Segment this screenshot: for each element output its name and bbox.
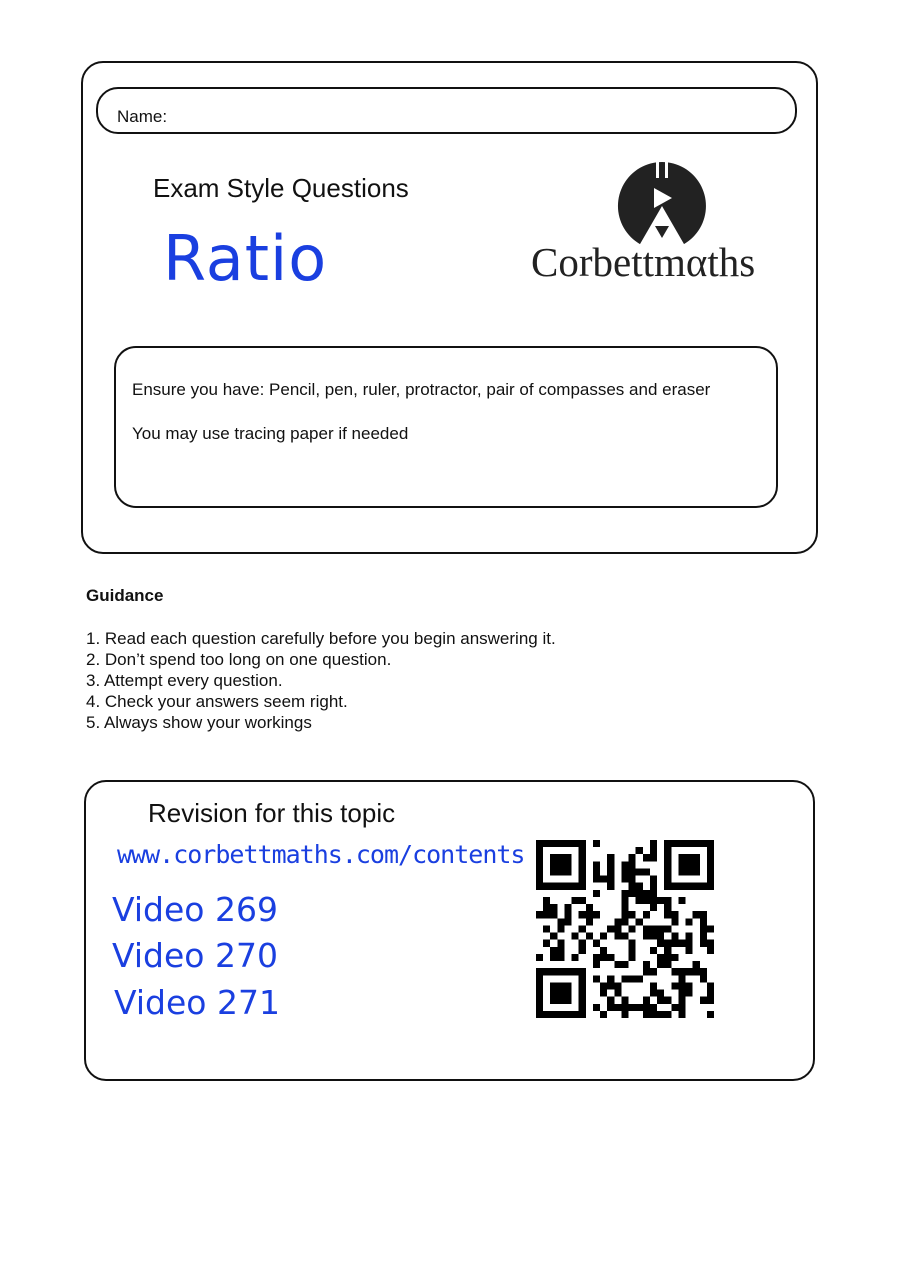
revision-title: Revision for this topic [148, 798, 396, 828]
video-link[interactable]: Video 271 [114, 983, 280, 1022]
revision-link[interactable]: www.corbettmaths.com/contents [117, 840, 525, 869]
guidance-item: 4. Check your answers seem right. [86, 692, 348, 711]
guidance-item: 1. Read each question carefully before you begin answering it. [86, 629, 556, 648]
guidance-heading: Guidance [86, 586, 164, 605]
brand-name: Corbettmαths [531, 239, 756, 285]
name-label: Name: [117, 107, 168, 126]
video-link[interactable]: Video 269 [112, 890, 278, 929]
qr-code-icon[interactable] [536, 840, 714, 1018]
guidance-item: 5. Always show your workings [86, 713, 312, 732]
topic-title: Ratio [163, 222, 328, 295]
name-field[interactable] [96, 87, 797, 134]
guidance-item: 3. Attempt every question. [86, 671, 283, 690]
equipment-text: Ensure you have: Pencil, pen, ruler, protractor, pair of compasses and eraser [132, 380, 711, 399]
video-link[interactable]: Video 270 [112, 936, 278, 975]
guidance-list [86, 628, 556, 733]
tracing-paper-text: You may use tracing paper if needed [132, 424, 409, 443]
exam-title: Exam Style Questions [153, 173, 409, 203]
guidance-item: 2. Don’t spend too long on one question. [86, 650, 392, 669]
